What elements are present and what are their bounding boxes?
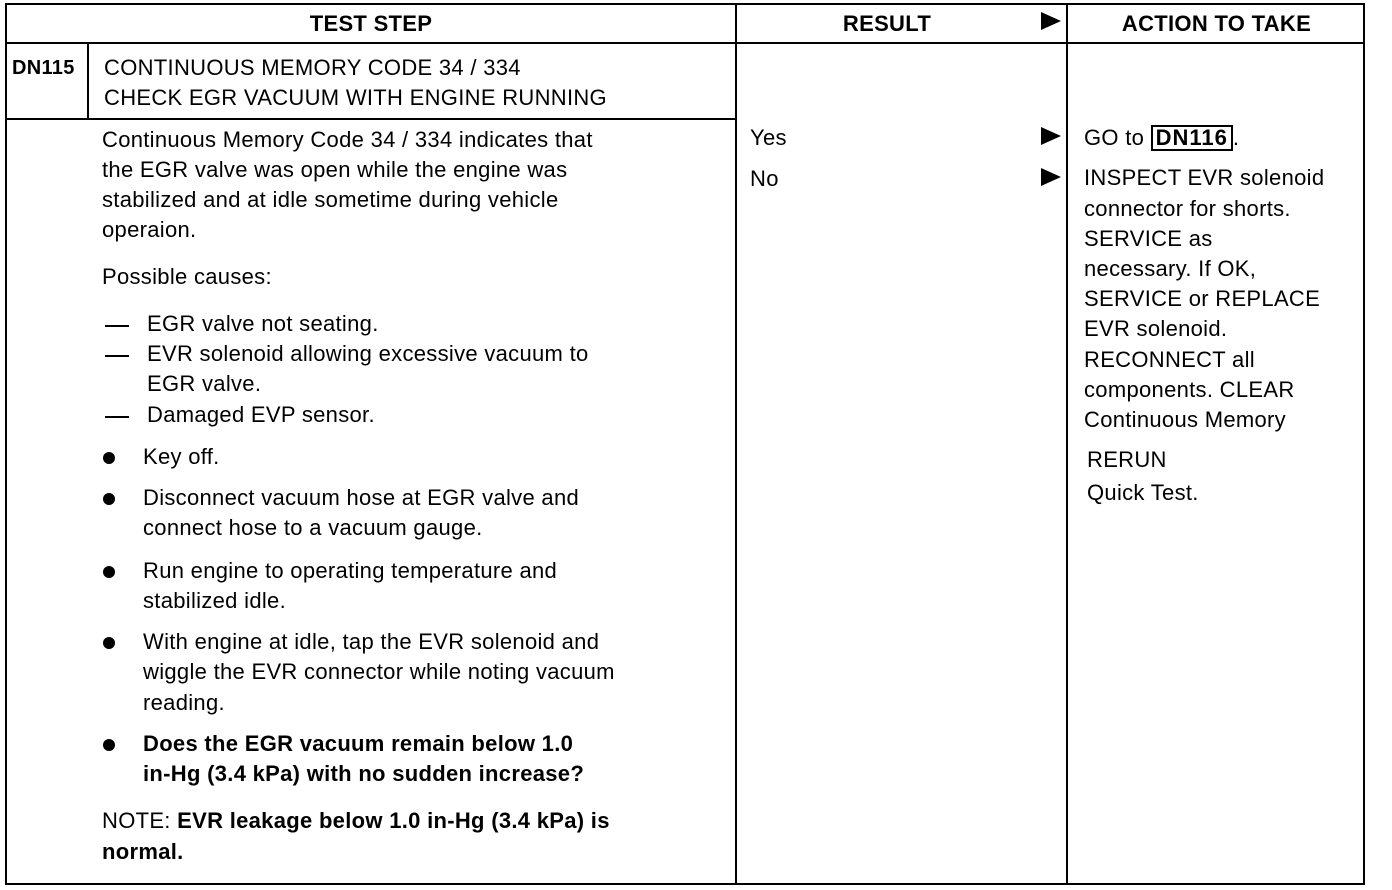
- header-result: RESULT: [842, 11, 932, 36]
- step-item: Disconnect vacuum hose at EGR valve and: [143, 485, 580, 510]
- action-no-line: necessary. If OK,: [1084, 256, 1257, 281]
- bullet-icon: [103, 637, 115, 649]
- action-yes: [1084, 123, 1239, 153]
- step-title-line1: CONTINUOUS MEMORY CODE 34 / 334: [104, 55, 521, 80]
- step-item-cont: connect hose to a vacuum gauge.: [143, 515, 483, 540]
- action-yes-suffix: .: [1232, 125, 1240, 150]
- step-item: With engine at idle, tap the EVR solenoid and: [143, 629, 600, 654]
- bullet-icon: [103, 493, 115, 505]
- note-line1: [102, 806, 610, 836]
- action-no-line: INSPECT EVR solenoid: [1084, 165, 1325, 190]
- action-no-line: SERVICE as: [1084, 226, 1213, 251]
- header-arrow-icon: [1041, 12, 1061, 30]
- intro-line: Continuous Memory Code 34 / 334 indicates that: [102, 127, 593, 152]
- action-no-line: EVR solenoid.: [1084, 316, 1228, 341]
- action-no-line: connector for shorts.: [1084, 196, 1291, 221]
- action-no-line: RECONNECT all: [1084, 347, 1255, 372]
- intro-line: operaion.: [102, 217, 197, 242]
- step-item: Run engine to operating temperature and: [143, 558, 558, 583]
- intro-line: stabilized and at idle sometime during vehicle: [102, 187, 559, 212]
- step-code: DN115: [12, 57, 75, 79]
- causes-heading: Possible causes:: [102, 264, 272, 289]
- step-question-cont: in-Hg (3.4 kPa) with no sudden increase?: [143, 761, 585, 786]
- step-item-cont: stabilized idle.: [143, 588, 286, 613]
- step-item: Key off.: [143, 444, 220, 469]
- bullet-icon: [103, 739, 115, 751]
- divider-test-result: [735, 3, 737, 885]
- step-title-underline: [5, 118, 737, 120]
- divider-code-title: [87, 43, 89, 119]
- step-item-cont: reading.: [143, 690, 225, 715]
- result-yes-arrow-icon: [1041, 127, 1061, 145]
- cause-item: Damaged EVP sensor.: [147, 402, 375, 427]
- header-action: ACTION TO TAKE: [1121, 11, 1312, 36]
- step-question: Does the EGR vacuum remain below 1.0: [143, 731, 574, 756]
- action-no-line: Continuous Memory: [1084, 407, 1286, 432]
- step-item-cont: wiggle the EVR connector while noting vacuum: [143, 659, 615, 684]
- note-line2: normal.: [102, 839, 184, 864]
- action-rerun-line2: Quick Test.: [1087, 480, 1199, 505]
- bullet-icon: [103, 566, 115, 578]
- goto-step-code[interactable]: DN116: [1151, 125, 1233, 151]
- cause-item: EGR valve not seating.: [147, 311, 379, 336]
- divider-result-action: [1066, 3, 1068, 885]
- result-no-arrow-icon: [1041, 168, 1061, 186]
- dash-icon: [105, 416, 129, 418]
- note-label: NOTE:: [102, 808, 171, 833]
- result-yes: Yes: [750, 125, 787, 150]
- note-text: EVR leakage below 1.0 in-Hg (3.4 kPa) is: [177, 808, 610, 833]
- cause-item-cont: EGR valve.: [147, 371, 262, 396]
- step-title-line2: CHECK EGR VACUUM WITH ENGINE RUNNING: [104, 85, 607, 110]
- dash-icon: [105, 355, 129, 357]
- dash-icon: [105, 325, 129, 327]
- intro-line: the EGR valve was open while the engine was: [102, 157, 568, 182]
- action-yes-prefix: GO to: [1084, 125, 1145, 150]
- result-no: No: [750, 166, 779, 191]
- action-no-line: SERVICE or REPLACE: [1084, 286, 1321, 311]
- bullet-icon: [103, 452, 115, 464]
- action-rerun-line1: RERUN: [1087, 447, 1167, 472]
- cause-item: EVR solenoid allowing excessive vacuum to: [147, 341, 589, 366]
- action-no-line: components. CLEAR: [1084, 377, 1295, 402]
- header-test-step: TEST STEP: [309, 11, 433, 36]
